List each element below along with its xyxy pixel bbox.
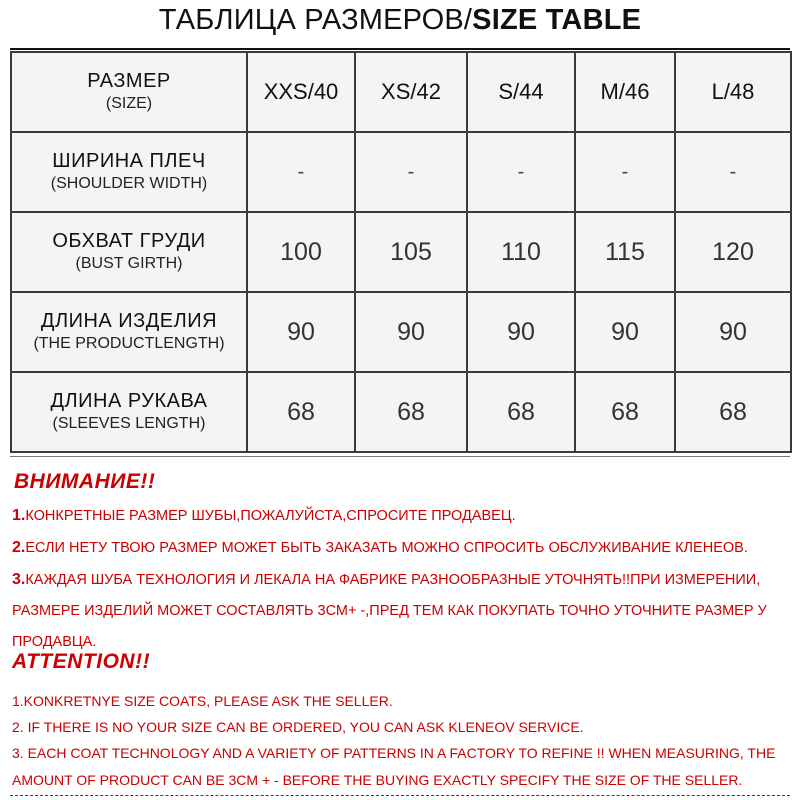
notice-number: 2. [12,539,26,556]
table-row [11,292,791,372]
notice-text: КОНКРЕТНЫЕ РАЗМЕР ШУБЫ,ПОЖАЛУЙСТА,СПРОСИТЕ ПРОДАВЕЦ. [25,508,516,524]
row-label-en: (SLEEVES LENGTH) [52,415,206,432]
table-cell: - [247,132,355,212]
notice-ru-heading: ВНИМАНИЕ!! [14,470,156,493]
title-divider [10,48,790,50]
row-label-ru: ДЛИНА ИЗДЕЛИЯ [40,310,218,332]
table-cell: - [467,132,575,212]
table-cell: 90 [675,292,791,372]
table-row [11,212,791,292]
title-bold: SIZE TABLE [472,4,642,36]
row-label-ru: ДЛИНА РУКАВА [50,390,208,412]
table-cell: - [575,132,675,212]
notice-en-item: 2. IF THERE IS NO YOUR SIZE CAN BE ORDERED, YOU CAN ASK KLENEOV SERVICE. [12,719,584,735]
row-header-cell [11,292,247,372]
table-cell: 120 [675,212,791,292]
table-cell: 68 [575,372,675,452]
table-row [11,132,791,212]
size-column-header: XXS/40 [247,52,355,132]
notice-text: ЕСЛИ НЕТУ ТВОЮ РАЗМЕР МОЖЕТ БЫТЬ ЗАКАЗАТЬ МОЖНО СПРОСИТЬ ОБСЛУЖИВАНИЕ КЛЕНЕОВ. [25,540,748,556]
table-cell: 68 [355,372,467,452]
size-table [10,51,792,453]
notice-en-item: 3. EACH COAT TECHNOLOGY AND A VARIETY OF PATTERNS IN A FACTORY TO REFINE !! WHEN MEASURING, THE AMOUNT OF PRODUCT CAN BE 3CM + - BEFORE THE BUYING EXACTLY SPECIFY THE SIZE OF THE SELLER. [12,745,776,788]
table-cell: 90 [575,292,675,372]
title-main: ТАБЛИЦА РАЗМЕРОВ/ [158,4,473,36]
table-cell: 110 [467,212,575,292]
page-title [0,4,800,37]
table-cell: - [675,132,791,212]
size-column-header: XS/42 [355,52,467,132]
table-cell: 68 [675,372,791,452]
table-cell: 68 [467,372,575,452]
table-cell: 68 [247,372,355,452]
table-cell: 100 [247,212,355,292]
table-cell: - [355,132,467,212]
row-header-cell [11,212,247,292]
table-header-row [11,52,791,132]
notice-number: 3. [12,571,26,588]
notice-ru-item [12,564,792,658]
row-header-cell [11,132,247,212]
row-header-cell [11,372,247,452]
notice-ru-item [12,532,792,564]
notice-ru-item [12,500,792,532]
size-column-header: S/44 [467,52,575,132]
row-label-en: (BUST GIRTH) [75,255,183,272]
table-cell: 105 [355,212,467,292]
notice-en-item: 1.KONKRETNYE SIZE COATS, PLEASE ASK THE SELLER. [12,693,393,709]
size-column-header: M/46 [575,52,675,132]
row-label-ru: ОБХВАТ ГРУДИ [52,230,206,252]
row-label-en: (SIZE) [105,95,153,112]
row-label-ru: РАЗМЕР [87,70,171,92]
size-header-cell [11,52,247,132]
table-cell: 90 [355,292,467,372]
row-label-en: (SHOULDER WIDTH) [50,175,208,192]
size-column-header: L/48 [675,52,791,132]
table-cell: 90 [247,292,355,372]
notice-number: 1. [12,507,26,524]
notice-en-heading: ATTENTION!! [12,650,151,673]
row-label-ru: ШИРИНА ПЛЕЧ [52,150,206,172]
row-label-en: (THE PRODUCTLENGTH) [33,335,225,352]
table-row [11,372,791,452]
bottom-divider [10,795,790,796]
table-divider [10,456,790,457]
notice-text: КАЖДАЯ ШУБА ТЕХНОЛОГИЯ И ЛЕКАЛА НА ФАБРИКЕ РАЗНООБРАЗНЫЕ УТОЧНЯТЬ!!ПРИ ИЗМЕРЕНИИ, РАЗМЕРЕ ИЗДЕЛИЙ МОЖЕТ СОСТАВЛЯТЬ 3СМ+ -,ПРЕД ТЕМ КАК ПОКУПАТЬ ТОЧНО УТОЧНИТЕ РАЗМЕР У ПРОДАВЦА. [12,572,767,650]
table-cell: 115 [575,212,675,292]
table-cell: 90 [467,292,575,372]
